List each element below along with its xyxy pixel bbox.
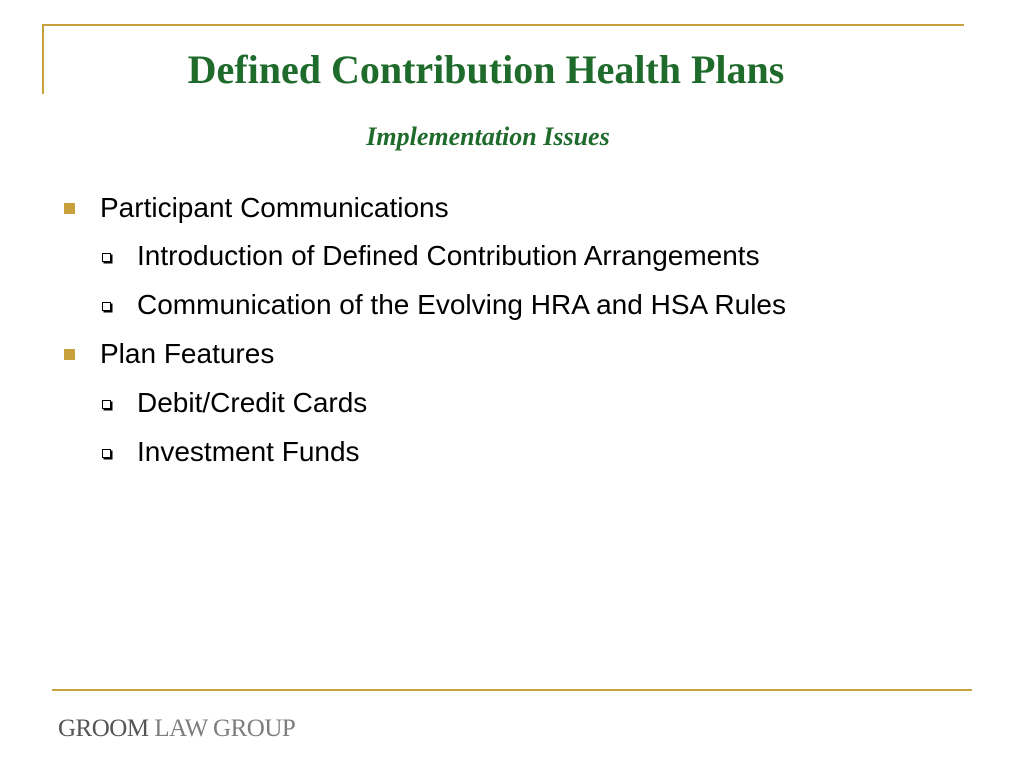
hollow-square-bullet-icon — [102, 302, 111, 311]
list-subitem — [0, 428, 1000, 476]
list-subitem-label: Communication of the Evolving HRA and HSA Rules — [137, 289, 786, 320]
list-subitem-label: Debit/Credit Cards — [137, 387, 368, 418]
footer-rule — [52, 689, 972, 691]
frame-top-rule — [42, 24, 964, 26]
list-item-label: Participant Communications — [100, 192, 449, 223]
list-subitem-label: Investment Funds — [137, 436, 360, 467]
list-item-label: Plan Features — [100, 338, 275, 369]
hollow-square-bullet-icon — [102, 449, 111, 458]
list-subitem — [0, 281, 1000, 329]
list-item — [0, 184, 1000, 232]
list-item — [0, 330, 1000, 378]
hollow-square-bullet-icon — [102, 253, 111, 262]
square-bullet-icon — [64, 203, 75, 214]
list-subitem — [0, 232, 1000, 280]
hollow-square-bullet-icon — [102, 400, 111, 409]
logo-groom-text: GROOM — [58, 715, 149, 742]
list-subitem-label: Introduction of Defined Contribution Arrangements — [137, 240, 760, 271]
company-logo — [58, 714, 295, 744]
logo-law-group-text: LAW GROUP — [154, 715, 296, 742]
slide-title: Defined Contribution Health Plans — [187, 47, 785, 92]
square-bullet-icon — [64, 349, 75, 360]
list-subitem — [0, 379, 1000, 427]
slide-subtitle: Implementation Issues — [366, 122, 610, 151]
